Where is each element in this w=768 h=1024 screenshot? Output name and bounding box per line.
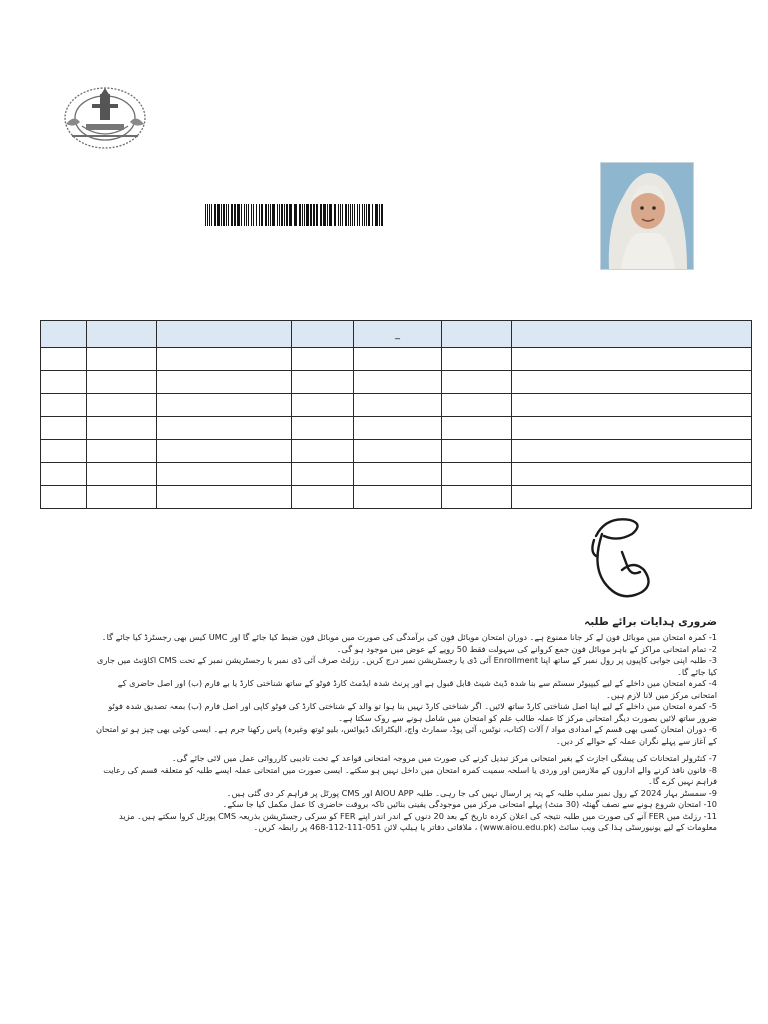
- barcode-bar: [259, 204, 260, 226]
- barcode-bar: [261, 204, 263, 226]
- barcode-bar: [359, 204, 360, 226]
- table-cell: [354, 394, 442, 417]
- barcode-bar: [277, 204, 278, 226]
- table-cell: [442, 417, 512, 440]
- barcode-bar: [211, 204, 212, 226]
- barcode-bar: [357, 204, 358, 226]
- barcode-bar: [279, 204, 280, 226]
- barcode-bar: [345, 204, 347, 226]
- barcode-bar: [381, 204, 383, 226]
- barcode-bar: [348, 204, 349, 226]
- table-cell: [87, 440, 157, 463]
- table-cell: [354, 371, 442, 394]
- barcode-bar: [207, 204, 208, 226]
- table-cell: [354, 486, 442, 509]
- barcode-bar: [246, 204, 247, 226]
- signature-icon: [582, 512, 662, 608]
- barcode-bar: [272, 204, 275, 226]
- table-cell: [354, 463, 442, 486]
- table-cell: [87, 371, 157, 394]
- barcode-bar: [241, 204, 242, 226]
- table-header-cell: [157, 321, 292, 348]
- barcode-bar: [304, 204, 305, 226]
- barcode-bar: [248, 204, 249, 226]
- barcode-bar: [310, 204, 312, 226]
- barcode-bar: [289, 204, 292, 226]
- barcode-bar: [350, 204, 351, 226]
- roll-number-barcode: [205, 204, 385, 226]
- table-cell: [354, 417, 442, 440]
- table-cell: [87, 394, 157, 417]
- barcode-bar: [364, 204, 365, 226]
- table-cell: [512, 463, 752, 486]
- table-row: [41, 486, 752, 509]
- barcode-bar: [354, 204, 355, 226]
- barcode-bar: [299, 204, 301, 226]
- table-header-cell: [292, 321, 354, 348]
- table-row: [41, 348, 752, 371]
- table-header-cell: _: [354, 321, 442, 348]
- table-cell: [41, 463, 87, 486]
- barcode-bar: [372, 204, 373, 226]
- table-cell: [87, 486, 157, 509]
- barcode-bar: [379, 204, 380, 226]
- barcode-bar: [231, 204, 233, 226]
- instruction-item: 2- تمام امتحانی مراکز کے باہر موبائل فون جمع کروانے کی سہولت فقط 50 روپے کے عوض میں موجود ہو گی۔: [336, 643, 717, 654]
- instruction-item: 5- کمرہ امتحان میں داخلے کے لیے اپنا اصل شناختی کارڈ ساتھ لائیں۔ اگر شناختی کارڈ نہیں بنا ہوا تو والد کے شناختی کارڈ کی فوٹو کاپی اور اصل فارم (ب) بمعہ تصدیق شدہ فوٹو ضرور ساتھ لائیں بصورت دیگر امتحانی مرکز کا عملہ طالب علم کو امتحان میں شامل ہونے سے روک سکتا ہے۔: [108, 701, 717, 723]
- table-cell: [157, 440, 292, 463]
- instruction-item: 6- دوران امتحان کسی بھی قسم کے امدادی مواد / آلات (کتاب، نوٹس، آئی پوڈ، سمارٹ واچ، الیکٹرانک ڈیوائس، بلیو ٹوتھ وغیرہ) پاس رکھنا جرم ہے۔ ایسی کوئی بھی چیز ہو تو امتحان کے آغاز سے پہلے نگران عملہ کے حوالے کر دیں۔: [95, 724, 717, 746]
- table-header-cell: [41, 321, 87, 348]
- barcode-bar: [268, 204, 269, 226]
- table-cell: [41, 371, 87, 394]
- barcode-bar: [329, 204, 332, 226]
- barcode-bar: [334, 204, 336, 226]
- table-row: [41, 417, 752, 440]
- table-cell: [442, 440, 512, 463]
- table-cell: [292, 440, 354, 463]
- barcode-bar: [366, 204, 367, 226]
- barcode-bar: [352, 204, 353, 226]
- barcode-bar: [223, 204, 225, 226]
- table-cell: [157, 371, 292, 394]
- instruction-item: 3- طلبہ اپنی جوابی کاپیوں پر رول نمبر کے ساتھ اپنا Enrollment آئی ڈی یا رجسٹریشن نمبر درج کریں۔ رزلٹ صرف آئی ڈی نمبر یا رجسٹریشن نمبر کے تحت CMS اکاؤنٹ میں جاری کیا جائے گا۔: [97, 655, 717, 677]
- table-cell: [442, 348, 512, 371]
- instructions-list: [92, 632, 717, 834]
- barcode-bar: [313, 204, 315, 226]
- table-header-cell: [442, 321, 512, 348]
- barcode-bar: [265, 204, 267, 226]
- table-cell: [87, 417, 157, 440]
- table-cell: [87, 348, 157, 371]
- instruction-item: 10- امتحان شروع ہونے سے نصف گھنٹہ (30 منٹ) پہلے امتحانی مرکز میں موجودگی یقینی بنائیں تاکہ بروقت حاضری کا عمل مکمل کیا جا سکے۔: [222, 799, 717, 809]
- table-header-row: [41, 321, 752, 348]
- barcode-bar: [368, 204, 370, 226]
- instructions-title: ضروری ہدایات برائے طلبہ: [584, 616, 717, 628]
- instruction-item: 4- کمرہ امتحان میں داخلے کے لیے کیپیوٹر سسٹم سے بنا شدہ ڈیٹ شیٹ قابل قبول ہے اور پرنٹ شدہ ایڈمٹ کارڈ فوٹو کے ساتھ شناختی کارڈ یا بے فارم (ب) اور اصل حاضری کے امتحانی مرکز میں لانا لازم ہیں۔: [117, 678, 717, 700]
- instruction-item: 7- کنٹرولر امتحانات کی پیشگی اجازت کے بغیر امتحانی مرکز تبدیل کرنے کی صورت میں مروجہ امتحانی قواعد کے تحت تادیبی کارروائی عمل میں لائی جائے گی۔: [171, 753, 717, 763]
- barcode-bar: [302, 204, 303, 226]
- table-cell: [512, 440, 752, 463]
- university-crest-icon: [62, 84, 148, 154]
- table-cell: [512, 417, 752, 440]
- table-cell: [292, 394, 354, 417]
- controller-signature: [582, 512, 662, 608]
- table-cell: [292, 371, 354, 394]
- barcode-bar: [217, 204, 220, 226]
- instruction-item: 1- کمرہ امتحان میں موبائل فون لے کر جانا ممنوع ہے۔ دوران امتحان موبائل فون کی برآمدگی کی صورت میں موبائل فون ضبط کیا جائے گا اور UMC کیس بھی رجسٹرڈ کیا جائے گا۔: [101, 632, 717, 642]
- table-cell: [442, 394, 512, 417]
- table-cell: [512, 394, 752, 417]
- barcode-bar: [316, 204, 318, 226]
- barcode-icon: [205, 204, 385, 226]
- barcode-bar: [340, 204, 341, 226]
- barcode-bar: [221, 204, 222, 226]
- barcode-bar: [234, 204, 236, 226]
- barcode-bar: [342, 204, 343, 226]
- barcode-bar: [228, 204, 229, 226]
- table-cell: [41, 348, 87, 371]
- barcode-bar: [244, 204, 245, 226]
- table-cell: [442, 371, 512, 394]
- barcode-bar: [323, 204, 326, 226]
- table-row: [41, 463, 752, 486]
- table-cell: [41, 417, 87, 440]
- barcode-bar: [256, 204, 257, 226]
- barcode-bar: [270, 204, 271, 226]
- barcode-bar: [327, 204, 328, 226]
- course-details-table: [40, 320, 752, 509]
- table-cell: [354, 440, 442, 463]
- table-cell: [157, 394, 292, 417]
- table-cell: [512, 348, 752, 371]
- barcode-bar: [338, 204, 339, 226]
- student-photo-illustration: [601, 163, 693, 269]
- table-cell: [442, 486, 512, 509]
- barcode-bar: [214, 204, 216, 226]
- table-header-cell: [512, 321, 752, 348]
- table-cell: [157, 348, 292, 371]
- table-cell: [292, 486, 354, 509]
- barcode-bar: [237, 204, 240, 226]
- table-cell: [442, 463, 512, 486]
- table-cell: [157, 486, 292, 509]
- table-row: [41, 440, 752, 463]
- university-logo: [62, 84, 148, 154]
- barcode-bar: [320, 204, 322, 226]
- student-instructions: [92, 616, 717, 834]
- table-cell: [87, 463, 157, 486]
- barcode-bar: [209, 204, 210, 226]
- table-cell: [512, 486, 752, 509]
- table-header-cell: [87, 321, 157, 348]
- barcode-bar: [251, 204, 252, 226]
- table-cell: [512, 371, 752, 394]
- instruction-item: 8- قانون نافذ کرنے والے اداروں کے ملازمین اور وردی یا اسلحہ سمیت کمرہ امتحان میں داخل نہیں ہو سکتے۔ ایسی صورت میں امتحانی عملہ ایسے طلبہ کو متعلقہ قسم کی رعایت فراہم نہیں کرے گا۔: [103, 764, 717, 786]
- table-cell: [41, 394, 87, 417]
- barcode-bar: [375, 204, 378, 226]
- table-row: [41, 394, 752, 417]
- barcode-bar: [205, 204, 206, 226]
- barcode-bar: [362, 204, 363, 226]
- table-cell: [354, 348, 442, 371]
- barcode-bar: [226, 204, 227, 226]
- table-cell: [157, 417, 292, 440]
- barcode-bar: [281, 204, 283, 226]
- instruction-item: 11- رزلٹ میں FER آنے کی صورت میں طلبہ نتیجہ کی اعلان کردہ تاریخ کے بعد 20 دنوں کے اندر اندر اپنے FER کو سرکی رجسٹریشن بذریعہ CMS پورٹل کروا سکتے ہیں۔ مزید معلومات کے لیے یونیورسٹی ہذا کی ویب سائٹ (www.aiou.edu.pk) ، ملاقاتی دفاتر یا ہیلپ لائن 051-111-112-468 پر رابطہ کریں۔: [119, 810, 717, 832]
- table-cell: [292, 348, 354, 371]
- table-cell: [292, 417, 354, 440]
- table-row: [41, 371, 752, 394]
- table-cell: [41, 486, 87, 509]
- barcode-bar: [306, 204, 309, 226]
- table-cell: [157, 463, 292, 486]
- barcode-bar: [253, 204, 254, 226]
- instruction-item: 9- سمسٹر بہار 2024 کے رول نمبر سلپ طلبہ کے پتہ پر ارسال نہیں کی جا رہی۔ طلبہ AIOU APP اور CMS پورٹل پر فراہم کر دی گئی ہیں۔: [226, 787, 717, 798]
- table-cell: [292, 463, 354, 486]
- barcode-bar: [286, 204, 288, 226]
- table-cell: [41, 440, 87, 463]
- barcode-bar: [294, 204, 297, 226]
- barcode-bar: [284, 204, 285, 226]
- student-photo: [600, 162, 694, 270]
